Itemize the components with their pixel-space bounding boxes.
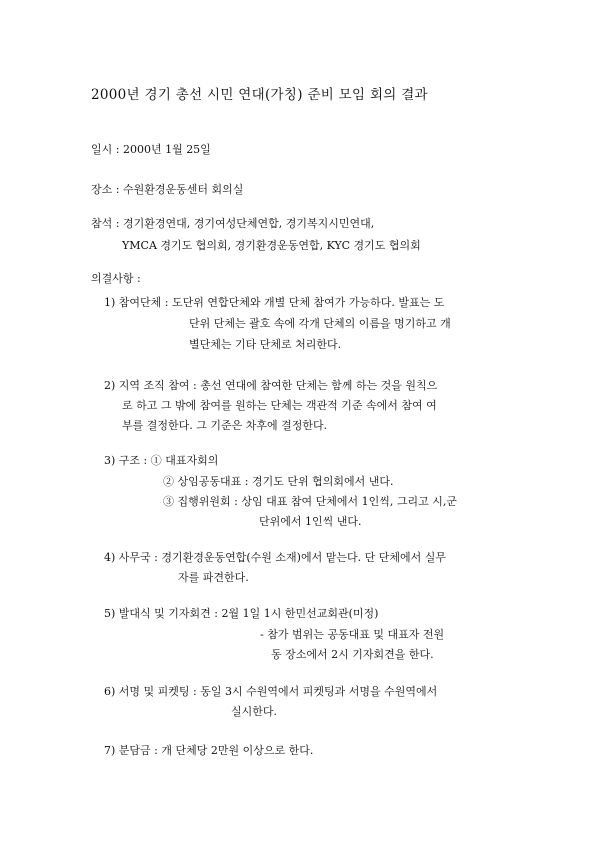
attendees-line: YMCA 경기도 협의회, 경기환경운동연합, KYC 경기도 협의회 (122, 239, 421, 252)
decision-item-line: 3) 구조 : ① 대표자회의 (104, 454, 219, 467)
decision-item-line: 2) 지역 조직 참여 : 총선 연대에 참여한 단체는 함께 하는 것을 원칙으 (104, 379, 438, 392)
decision-item-line: 단위에서 1인씩 낸다. (259, 515, 362, 528)
decision-item-line: 로 하고 그 밖에 참여를 원하는 단체는 객관적 기준 속에서 참여 여 (122, 399, 437, 412)
decision-item-line: ③ 집행위원회 : 상임 대표 참여 단체에서 1인씩, 그리고 시,군 (163, 495, 457, 508)
decision-item-line: 별단체는 기타 단체로 처리한다. (189, 338, 342, 351)
decision-item-line: ② 상임공동대표 : 경기도 단위 협의회에서 낸다. (163, 475, 394, 488)
decision-item-line: 단위 단체는 괄호 속에 각개 단체의 이름을 명기하고 개 (189, 317, 451, 330)
decision-item-line: 실시한다. (231, 705, 278, 718)
meeting-place: 장소 : 수원환경운동센터 회의실 (91, 183, 244, 196)
decision-item-line: 동 장소에서 2시 기자회견을 한다. (271, 648, 434, 661)
decisions-heading: 의결사항 : (91, 272, 141, 285)
decision-item-line: - 참가 범위는 공동대표 및 대표자 전원 (260, 628, 445, 641)
decision-item-line: 6) 서명 및 피켓팅 : 동일 3시 수원역에서 피켓팅과 서명을 수원역에서 (104, 685, 438, 698)
decision-item-line: 4) 사무국 : 경기환경운동연합(수원 소재)에서 맡는다. 단 단체에서 실무 (104, 551, 446, 564)
attendees-line: 참석 : 경기환경연대, 경기여성단체연합, 경기복지시민연대, (91, 217, 375, 230)
decision-item-line: 자를 파견한다. (178, 571, 249, 584)
document-title: 2000년 경기 총선 시민 연대(가칭) 준비 모임 회의 결과 (91, 87, 428, 103)
decision-item-line: 7) 분담금 : 개 단체당 2만원 이상으로 한다. (104, 744, 314, 757)
decision-item-line: 5) 발대식 및 기자회견 : 2월 1일 1시 한민선교회관(미정) (104, 607, 379, 620)
decision-item-line: 1) 참여단체 : 도단위 연합단체와 개별 단체 참여가 가능하다. 발표는 도 (104, 296, 445, 309)
meeting-date: 일시 : 2000년 1월 25일 (91, 143, 211, 156)
decision-item-line: 부를 결정한다. 그 기준은 차후에 결정한다. (122, 419, 328, 432)
